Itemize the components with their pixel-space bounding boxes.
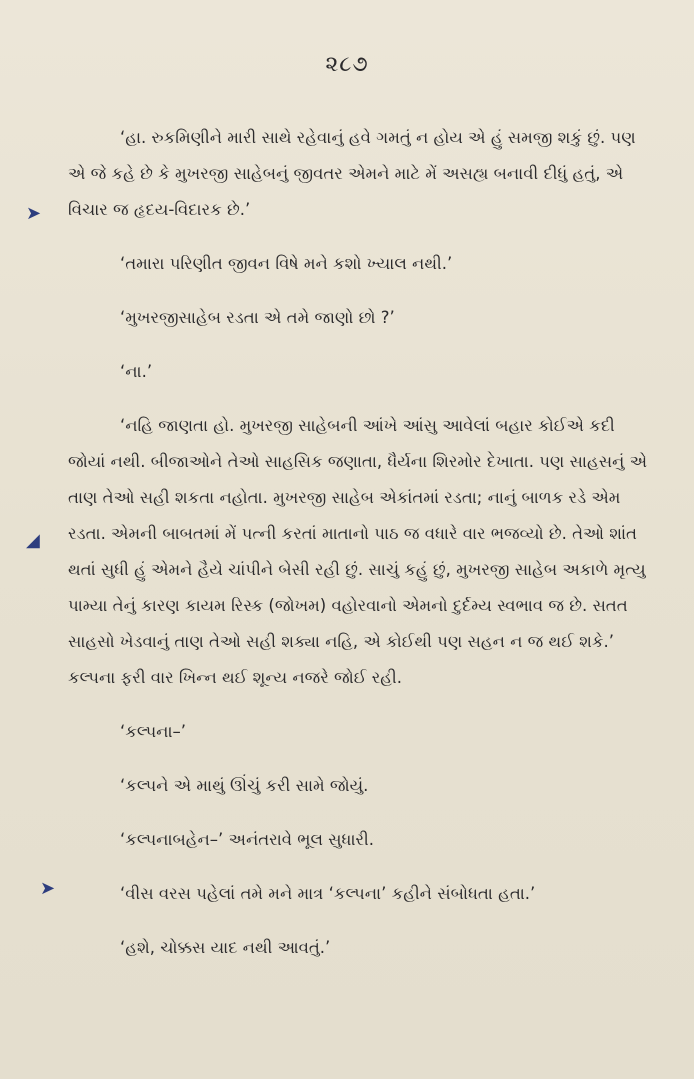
paragraph: ‘કલ્પનાબહેન–’ અનંતરાવે ભૂલ સુધારી. [120,830,374,849]
paragraph: ‘મુખરજીસાહેબ રડતા એ તમે જાણો છો ?’ [120,308,395,327]
paragraph: ‘કલ્પને એ માથું ઊંચું કરી સામે જોયું. [120,776,369,795]
margin-triangle-icon: ◢ [26,530,40,551]
margin-arrow-icon: ➤ [40,878,56,899]
paragraph: ‘કલ્પના–’ [120,722,187,741]
paragraph: ‘નહિ જાણતા હો. મુખરજી સાહેબની આંખે આંસુ આવેલાં બહાર કોઈએ કદી જોયાં નથી. બીજાઓને તેઓ સાહસિક જણાતા, ધૈર્યના શિરમોર દેખાતા. પણ સાહસનું એ તાણ તેઓ સહી શકતા નહોતા. મુખરજી સાહેબ એકાંતમાં રડતા; નાનું બાળક રડે એમ રડતા. એમની બાબતમાં મેં પત્ની કરતાં માતાનો પાઠ જ વધારે વાર ભજવ્યો છે. તેઓ શાંત થતાં સુધી હું એમને હૈયે ચાંપીને બેસી રહી છું. સાચું કહું છું, મુખરજી સાહેબ અકાળે મૃત્યુ પામ્યા તેનું કારણ કાયમ રિસ્ક (જોખમ) વહોરવાનો એમનો દુર્દમ્ય સ્વભાવ જ છે. સતત સાહસો ખેડવાનું તાણ તેઓ સહી શક્યા નહિ, એ કોઈથી પણ સહન ન જ થઈ શકે.’ કલ્પના ફરી વાર ખિન્ન થઈ શૂન્ય નજરે જોઈ રહી. [68,416,648,687]
page-text [68,120,648,966]
page-number: ૨૮૭ [325,52,369,77]
paragraph: ‘તમારા પરિણીત જીવન વિષે મને કશો ખ્યાલ નથી.’ [120,254,453,273]
paragraph: ‘ના.’ [120,362,153,381]
paragraph: ‘હા. રુકમિણીને મારી સાથે રહેવાનું હવે ગમતું ન હોય એ હું સમજી શકું છું. પણ એ જે કહે છે કે મુખરજી સાહેબનું જીવતર એમને માટે મેં અસહ્ય બનાવી દીધું હતું, એ વિચાર જ હૃદય-વિદારક છે.’ [68,128,636,219]
margin-arrow-icon: ➤ [26,203,42,224]
paragraph: ‘હશે, ચોક્કસ યાદ નથી આવતું.’ [120,938,331,957]
paragraph: ‘વીસ વરસ પહેલાં તમે મને માત્ર ‘કલ્પના’ કહીને સંબોધતા હતા.’ [120,884,536,903]
